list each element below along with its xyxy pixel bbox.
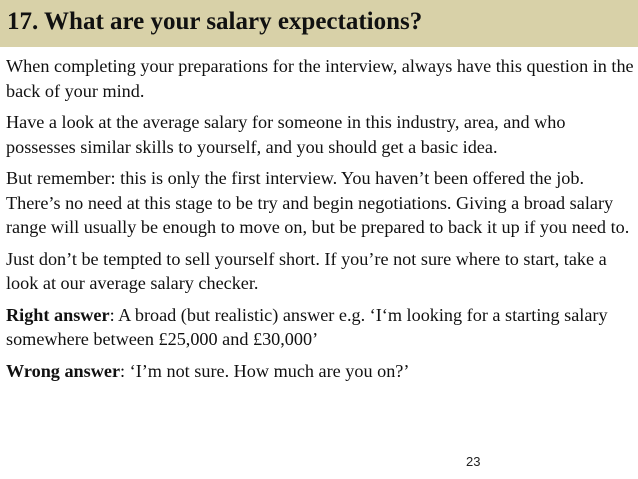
- page-number: 23: [466, 454, 481, 469]
- right-answer-text: : A broad (but realistic) answer e.g. ‘I‘m looking for a starting salary somewhere between £25,000 and £30,000’: [6, 304, 608, 349]
- wrong-answer-label: Wrong answer: [6, 360, 121, 381]
- title-bar: [0, 0, 638, 47]
- wrong-answer-text: : ‘I’m not sure. How much are you on?’: [120, 360, 410, 381]
- paragraph-salary-checker: Just don’t be tempted to sell yourself short. If you’re not sure where to start, take a look at our average salary checker.: [6, 248, 607, 293]
- paragraph-preparation: When completing your preparations for the interview, always have this question in the back of your mind.: [6, 56, 634, 101]
- paragraph-average-salary: Have a look at the average salary for someone in this industry, area, and who possesses similar skills to yourself, and you should get a basic idea.: [6, 112, 566, 157]
- right-answer-paragraph: [6, 303, 634, 352]
- right-answer-label: Right answer: [6, 304, 110, 325]
- slide-title: 17. What are your salary expectations?: [7, 8, 423, 35]
- paragraph-first-interview: But remember: this is only the first interview. You haven’t been offered the job. There’s no need at this stage to be try and begin negotiations. Giving a broad salary range will usually be enough to move on, but be prepared to back it up if you need to.: [6, 168, 630, 237]
- wrong-answer-paragraph: [6, 359, 634, 384]
- slide-body: [6, 54, 634, 390]
